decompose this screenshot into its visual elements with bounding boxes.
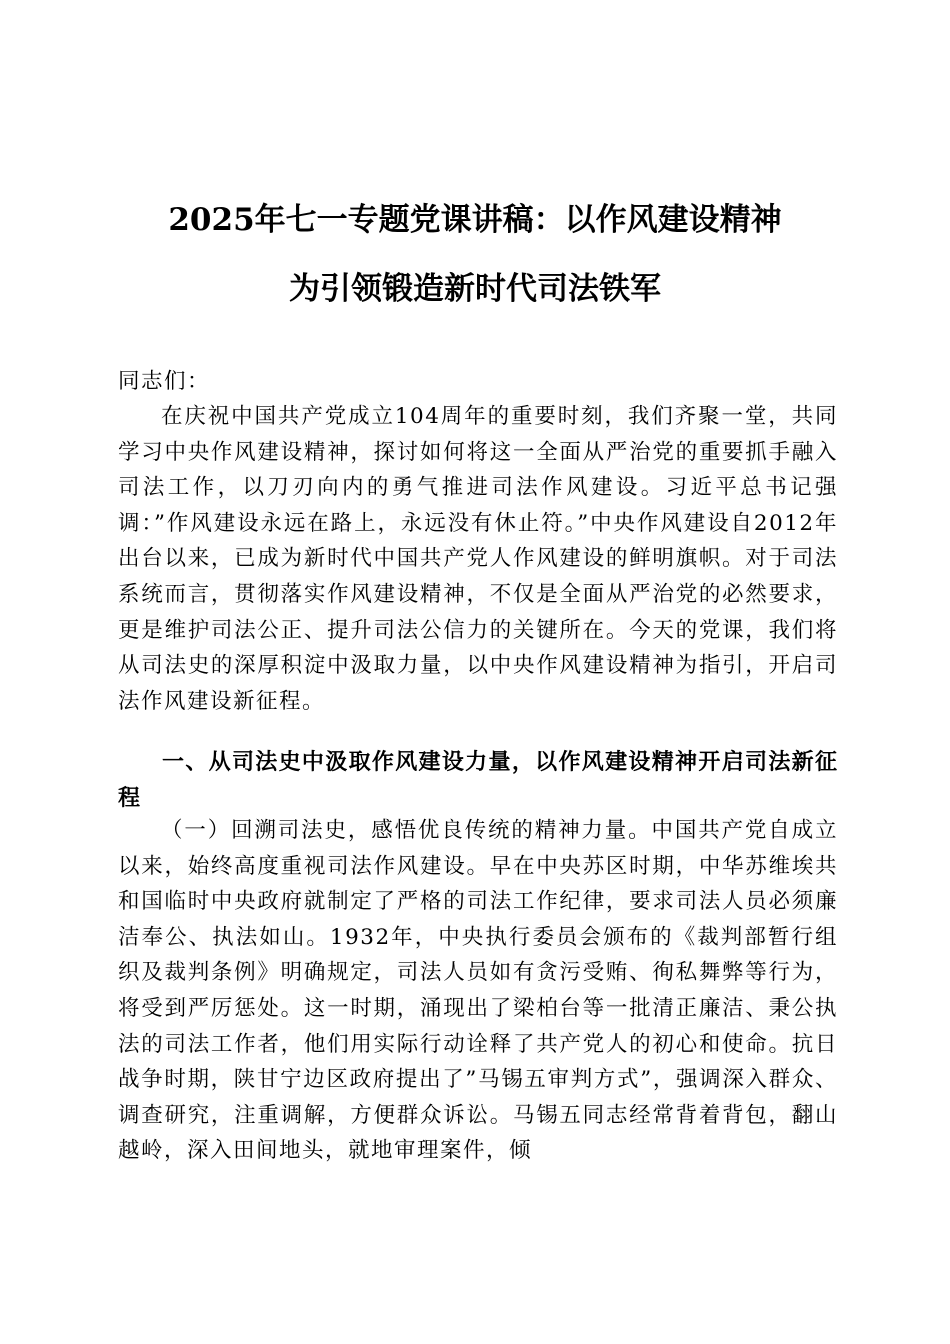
intro-paragraph: 在庆祝中国共产党成立104周年的重要时刻，我们齐聚一堂，共同学习中央作风建设精神，探讨如何将这一全面从严治党的重要抓手融入司法工作，以刀刃向内的勇气推进司法作风建设。习近平总书记强调：”作风建设永远在路上，永远没有休止符。”中央作风建设自2012年出台以来，已成为新时代中国共产党人作风建设的鲜明旗帜。对于司法系统而言，贯彻落实作风建设精神，不仅是全面从严治党的必然要求，更是维护司法公正、提升司法公信力的关键所在。今天的党课，我们将从司法史的深厚积淀中汲取力量，以中央作风建设精神为指引，开启司法作风建设新征程。 (118, 404, 838, 714)
greeting: 同志们： (118, 369, 211, 394)
document-title-line-2: 为引领锻造新时代司法铁军 (289, 271, 661, 307)
section-1-1-paragraph: （一）回溯司法史，感悟优良传统的精神力量。中国共产党自成立以来，始终高度重视司法作风建设。早在中央苏区时期，中华苏维埃共和国临时中央政府就制定了严格的司法工作纪律，要求司法人员必须廉洁奉公、执法如山。1932年，中央执行委员会颁布的《裁判部暂行组织及裁判条例》明确规定，司法人员如有贪污受贿、徇私舞弊等行为，将受到严厉惩处。这一时期，涌现出了梁柏台等一批清正廉洁、秉公执法的司法工作者，他们用实际行动诠释了共产党人的初心和使命。抗日战争时期，陕甘宁边区政府提出了”马锡五审判方式”，强调深入群众、调查研究，注重调解，方便群众诉讼。马锡五同志经常背着背包，翻山越岭，深入田间地头，就地审理案件，倾 (118, 818, 838, 1164)
section-heading-1: 一、从司法史中汲取作风建设力量，以作风建设精神开启司法新征程 (118, 750, 838, 811)
document-title-line-1: 2025年七一专题党课讲稿：以作风建设精神 (168, 202, 782, 238)
